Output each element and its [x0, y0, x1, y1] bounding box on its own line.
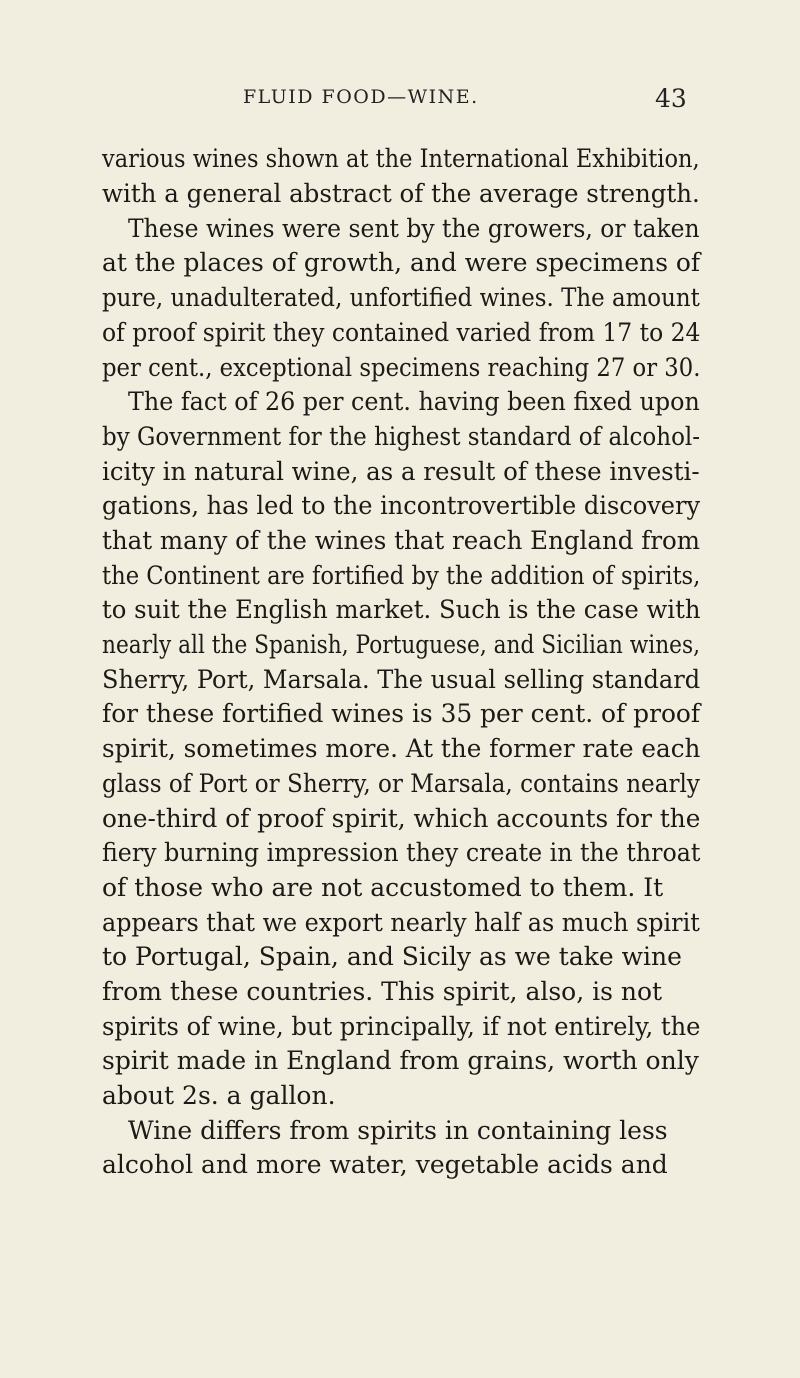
text-line: These wines were sent by the growers, or taken: [128, 214, 700, 243]
text-line: icity in natural wine, as a result of these investi-: [102, 457, 700, 486]
text-line: Sherry, Port, Marsala. The usual selling standard: [102, 665, 701, 694]
text-line: spirit, sometimes more. At the former rate each: [102, 734, 701, 763]
text-line: one-third of proof spirit, which accounts for the: [102, 804, 701, 833]
text-line: gations, has led to the incontrovertible discovery: [102, 491, 701, 520]
text-line: of proof spirit they contained varied from 17 to 24: [102, 318, 701, 347]
text-line: Wine differs from spirits in containing less: [128, 1116, 668, 1145]
text-line: at the places of growth, and were specimens of: [102, 248, 701, 277]
text-line: various wines shown at the International Exhibition,: [102, 144, 700, 173]
text-line: The fact of 26 per cent. having been fixed upon: [128, 387, 700, 416]
text-line: the Continent are fortified by the addition of spirits,: [102, 561, 701, 590]
text-line: appears that we export nearly half as much spirit: [102, 908, 700, 937]
text-line: spirits of wine, but principally, if not entirely, the: [102, 1012, 701, 1041]
text-line: from these countries. This spirit, also, is not: [102, 977, 663, 1006]
text-line: nearly all the Spanish, Portuguese, and Sicilian wines,: [102, 630, 700, 659]
text-line: alcohol and more water, vegetable acids and: [102, 1150, 668, 1179]
text-line: per cent., exceptional specimens reaching 27 or 30.: [102, 353, 701, 382]
page-number: 43: [655, 84, 687, 113]
text-line: spirit made in England from grains, worth only: [102, 1046, 699, 1075]
text-line: of those who are not accustomed to them. It: [102, 873, 664, 902]
text-line: pure, unadulterated, unfortified wines. The amount: [102, 283, 700, 312]
text-line: by Government for the highest standard of alcohol-: [102, 422, 701, 451]
text-line: fiery burning impression they create in the throat: [102, 838, 701, 867]
text-line: that many of the wines that reach England from: [102, 526, 701, 555]
text-line: for these fortified wines is 35 per cent. of proof: [102, 699, 701, 728]
running-head: FLUID FOOD—WINE.: [243, 86, 479, 108]
text-line: with a general abstract of the average strength.: [102, 179, 700, 208]
text-line: to Portugal, Spain, and Sicily as we take wine: [102, 942, 682, 971]
text-line: about 2s. a gallon.: [102, 1081, 336, 1110]
text-line: to suit the English market. Such is the case with: [102, 595, 701, 624]
text-line: glass of Port or Sherry, or Marsala, contains nearly: [102, 769, 700, 798]
